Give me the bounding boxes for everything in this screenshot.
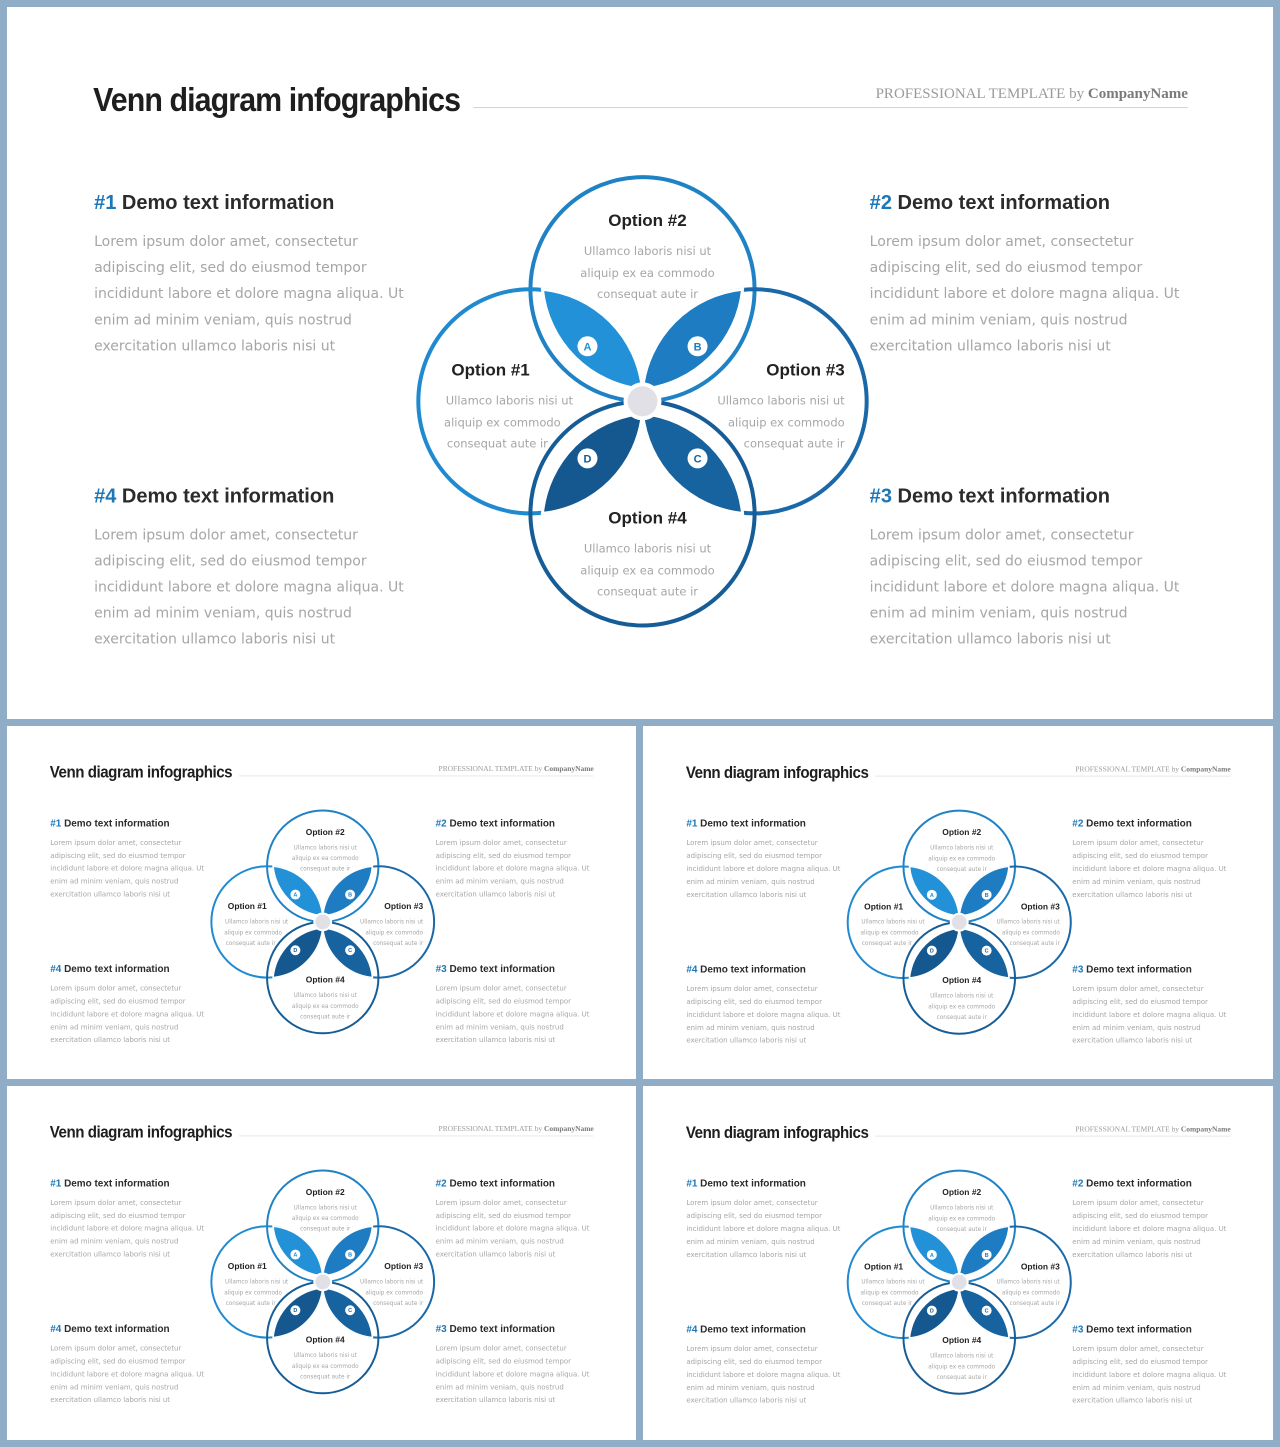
info-heading-text: Demo text information xyxy=(700,964,806,976)
info-heading xyxy=(436,1324,595,1335)
option-text: consequat aute ir xyxy=(300,866,351,873)
petal-label-a: A xyxy=(583,341,592,354)
info-heading xyxy=(94,485,414,508)
template-subtitle xyxy=(1075,765,1230,773)
info-heading-text: Demo text information xyxy=(121,192,335,215)
info-number: #2 xyxy=(435,1177,447,1189)
info-heading xyxy=(686,1324,845,1335)
venn-diagram xyxy=(842,1166,1076,1400)
option-text: consequat aute ir xyxy=(596,584,699,599)
option-title: Option #4 xyxy=(608,508,687,528)
option-text: aliquip ex ea commodo xyxy=(291,1003,359,1010)
option-text: Ullamco laboris nisi ut xyxy=(930,993,994,1000)
info-heading xyxy=(686,1178,845,1189)
info-number: #1 xyxy=(686,818,698,830)
subtitle-prefix: PROFESSIONAL TEMPLATE by xyxy=(875,86,1085,103)
option-title: Option #4 xyxy=(942,974,982,985)
info-number: #3 xyxy=(435,1323,447,1335)
option-text: aliquip ex commodo xyxy=(224,930,283,937)
info-block-4 xyxy=(50,964,209,1047)
info-heading-text: Demo text information xyxy=(64,817,170,829)
info-body: Lorem ipsum dolor amet, consectetur adipiscing elit, sed do eiusmod tempor incididunt labore et dolore magna aliqua. Ut enim ad minim veniam, quis nostrud exercitation ullamco laboris nisi ut xyxy=(94,527,404,648)
info-number: #4 xyxy=(686,964,698,976)
info-block-1 xyxy=(50,1178,209,1261)
petal-label-a: A xyxy=(293,892,298,899)
info-heading-text: Demo text information xyxy=(700,1178,806,1190)
info-number: #2 xyxy=(869,192,892,215)
venn-diagram xyxy=(206,806,440,1040)
slide-thumbnail-2[interactable] xyxy=(643,726,1273,1079)
info-block-4 xyxy=(94,485,414,652)
info-heading xyxy=(686,964,845,975)
info-block-2 xyxy=(1072,818,1231,901)
slide-content xyxy=(7,1086,636,1440)
info-body: Lorem ipsum dolor amet, consectetur adipiscing elit, sed do eiusmod tempor incididunt labore et dolore magna aliqua. Ut enim ad minim veniam, quis nostrud exercitation ullamco laboris nisi ut xyxy=(94,234,404,355)
info-block-4 xyxy=(686,1324,845,1407)
option-text: Ullamco laboris nisi ut xyxy=(583,541,712,556)
info-number: #3 xyxy=(435,963,447,975)
info-heading-text: Demo text information xyxy=(449,963,555,975)
info-heading xyxy=(686,818,845,829)
option-text: aliquip ex ea commodo xyxy=(928,856,996,863)
petal-label-d: D xyxy=(293,948,298,955)
center-dot xyxy=(952,915,967,930)
info-body: Lorem ipsum dolor amet, consectetur adipiscing elit, sed do eiusmod tempor incididunt labore et dolore magna aliqua. Ut enim ad minim veniam, quis nostrud exercitation ullamco laboris nisi ut xyxy=(869,527,1180,648)
petal-label-a: A xyxy=(929,892,934,899)
info-number: #3 xyxy=(1072,1324,1084,1336)
info-body: Lorem ipsum dolor amet, consectetur adipiscing elit, sed do eiusmod tempor incididunt labore et dolore magna aliqua. Ut enim ad minim veniam, quis nostrud exercitation ullamco laboris nisi ut xyxy=(869,234,1180,355)
petal-label-d: D xyxy=(293,1308,298,1315)
venn-svg xyxy=(842,1166,1076,1400)
option-title: Option #4 xyxy=(305,1334,345,1345)
info-body: Lorem ipsum dolor amet, consectetur adipiscing elit, sed do eiusmod tempor incididunt labore et dolore magna aliqua. Ut enim ad minim veniam, quis nostrud exercitation ullamco laboris nisi ut xyxy=(686,839,841,899)
info-heading-text: Demo text information xyxy=(449,1177,555,1189)
center-dot xyxy=(952,1275,967,1290)
slide-thumbnail-3[interactable] xyxy=(7,1086,636,1440)
center-dot xyxy=(315,1274,330,1289)
info-body: Lorem ipsum dolor amet, consectetur adipiscing elit, sed do eiusmod tempor incididunt labore et dolore magna aliqua. Ut enim ad minim veniam, quis nostrud exercitation ullamco laboris nisi ut xyxy=(1072,984,1227,1045)
info-number: #4 xyxy=(50,1323,62,1335)
info-heading xyxy=(50,1324,209,1335)
info-number: #1 xyxy=(94,192,117,215)
company-name: CompanyName xyxy=(544,1125,594,1134)
option-text: aliquip ex ea commodo xyxy=(291,1216,359,1223)
subtitle-prefix: PROFESSIONAL TEMPLATE by xyxy=(438,1125,543,1134)
info-number: #2 xyxy=(1072,1178,1084,1190)
option-text: Ullamco laboris nisi ut xyxy=(445,393,574,408)
company-name: CompanyName xyxy=(1180,1125,1231,1134)
page-title: Venn diagram infographics xyxy=(685,762,869,782)
slide-content xyxy=(643,726,1273,1079)
info-heading xyxy=(1072,1324,1231,1335)
option-text: aliquip ex ea commodo xyxy=(580,563,715,578)
info-number: #4 xyxy=(94,485,117,508)
petal-label-d: D xyxy=(583,453,592,466)
option-title: Option #2 xyxy=(942,1187,982,1198)
info-heading-text: Demo text information xyxy=(449,1323,555,1335)
option-text: Ullamco laboris nisi ut xyxy=(861,919,925,926)
venn-diagram xyxy=(842,806,1076,1040)
info-block-3 xyxy=(1072,1324,1231,1407)
info-heading-text: Demo text information xyxy=(121,485,335,508)
info-block-1 xyxy=(94,192,414,359)
info-heading-text: Demo text information xyxy=(1086,964,1192,976)
petal-label-c: C xyxy=(348,1308,353,1315)
petal-label-d: D xyxy=(929,1308,934,1315)
option-text: Ullamco laboris nisi ut xyxy=(583,244,712,259)
company-name: CompanyName xyxy=(1087,86,1188,103)
company-name: CompanyName xyxy=(544,765,594,774)
option-text: consequat aute ir xyxy=(300,1014,351,1021)
info-heading xyxy=(94,192,414,215)
info-block-4 xyxy=(50,1324,209,1407)
page-title: Venn diagram infographics xyxy=(93,81,461,119)
info-heading xyxy=(436,964,595,975)
option-text: consequat aute ir xyxy=(373,940,424,947)
option-text: Ullamco laboris nisi ut xyxy=(293,1352,357,1359)
info-heading-text: Demo text information xyxy=(64,1177,170,1189)
venn-diagram xyxy=(407,167,877,637)
option-text: aliquip ex ea commodo xyxy=(291,856,359,863)
petal-label-c: C xyxy=(984,948,989,955)
option-text: consequat aute ir xyxy=(1009,941,1060,948)
info-body: Lorem ipsum dolor amet, consectetur adipiscing elit, sed do eiusmod tempor incididunt labore et dolore magna aliqua. Ut enim ad minim veniam, quis nostrud exercitation ullamco laboris nisi ut xyxy=(435,1198,590,1259)
option-text: consequat aute ir xyxy=(225,940,276,947)
info-heading xyxy=(1072,1178,1231,1189)
venn-svg xyxy=(407,167,877,637)
option-text: Ullamco laboris nisi ut xyxy=(861,1279,925,1286)
petal-label-a: A xyxy=(929,1252,934,1259)
info-body: Lorem ipsum dolor amet, consectetur adipiscing elit, sed do eiusmod tempor incididunt labore et dolore magna aliqua. Ut enim ad minim veniam, quis nostrud exercitation ullamco laboris nisi ut xyxy=(50,1198,205,1259)
info-heading xyxy=(1072,818,1231,829)
info-body: Lorem ipsum dolor amet, consectetur adipiscing elit, sed do eiusmod tempor incididunt labore et dolore magna aliqua. Ut enim ad minim veniam, quis nostrud exercitation ullamco laboris nisi ut xyxy=(50,838,205,899)
info-block-2 xyxy=(1072,1178,1231,1261)
petal-label-b: B xyxy=(693,341,702,354)
info-heading-text: Demo text information xyxy=(897,485,1110,508)
option-text: aliquip ex ea commodo xyxy=(580,266,715,281)
info-block-1 xyxy=(686,1178,845,1261)
petal-label-b: B xyxy=(984,1252,989,1259)
info-heading-text: Demo text information xyxy=(64,963,170,975)
info-body: Lorem ipsum dolor amet, consectetur adipiscing elit, sed do eiusmod tempor incididunt labore et dolore magna aliqua. Ut enim ad minim veniam, quis nostrud exercitation ullamco laboris nisi ut xyxy=(686,1344,841,1405)
info-block-1 xyxy=(686,818,845,901)
info-number: #2 xyxy=(1072,818,1084,830)
info-heading-text: Demo text information xyxy=(897,192,1110,215)
info-block-2 xyxy=(436,1178,595,1261)
venn-svg xyxy=(206,806,440,1040)
option-text: aliquip ex commodo xyxy=(728,415,845,430)
option-text: consequat aute ir xyxy=(1009,1301,1060,1308)
option-text: Ullamco laboris nisi ut xyxy=(225,919,289,926)
option-text: consequat aute ir xyxy=(936,866,987,873)
info-heading xyxy=(1072,964,1231,975)
option-title: Option #1 xyxy=(227,1260,267,1271)
petal-label-d: D xyxy=(929,948,934,955)
petal-label-b: B xyxy=(348,892,353,899)
petal-label-a: A xyxy=(293,1252,298,1259)
option-text: Ullamco laboris nisi ut xyxy=(996,919,1060,926)
info-heading xyxy=(436,818,595,829)
template-subtitle xyxy=(439,765,594,773)
subtitle-prefix: PROFESSIONAL TEMPLATE by xyxy=(438,765,543,774)
option-text: aliquip ex commodo xyxy=(365,1290,424,1297)
option-text: Ullamco laboris nisi ut xyxy=(293,992,357,999)
info-block-3 xyxy=(870,485,1190,652)
info-body: Lorem ipsum dolor amet, consectetur adipiscing elit, sed do eiusmod tempor incididunt labore et dolore magna aliqua. Ut enim ad minim veniam, quis nostrud exercitation ullamco laboris nisi ut xyxy=(1072,839,1227,899)
info-block-2 xyxy=(870,192,1190,359)
info-block-4 xyxy=(686,964,845,1047)
option-title: Option #4 xyxy=(305,974,345,985)
info-heading-text: Demo text information xyxy=(1086,818,1192,830)
option-title: Option #4 xyxy=(942,1334,982,1345)
subtitle-prefix: PROFESSIONAL TEMPLATE by xyxy=(1075,765,1179,774)
petal-label-c: C xyxy=(984,1308,989,1315)
option-text: consequat aute ir xyxy=(936,1226,987,1233)
subtitle-prefix: PROFESSIONAL TEMPLATE by xyxy=(1075,1125,1179,1134)
slide-thumbnail-1[interactable] xyxy=(7,726,636,1079)
option-title: Option #3 xyxy=(384,1260,424,1271)
center-dot xyxy=(315,914,330,929)
option-text: aliquip ex commodo xyxy=(1001,1290,1060,1297)
option-title: Option #1 xyxy=(864,1261,904,1272)
info-block-1 xyxy=(50,818,209,901)
info-number: #1 xyxy=(50,1177,62,1189)
info-body: Lorem ipsum dolor amet, consectetur adipiscing elit, sed do eiusmod tempor incididunt labore et dolore magna aliqua. Ut enim ad minim veniam, quis nostrud exercitation ullamco laboris nisi ut xyxy=(435,1344,590,1405)
info-heading xyxy=(870,485,1190,508)
info-number: #1 xyxy=(50,817,62,829)
option-text: aliquip ex commodo xyxy=(365,930,424,937)
info-body: Lorem ipsum dolor amet, consectetur adipiscing elit, sed do eiusmod tempor incididunt labore et dolore magna aliqua. Ut enim ad minim veniam, quis nostrud exercitation ullamco laboris nisi ut xyxy=(1072,1344,1227,1405)
option-text: Ullamco laboris nisi ut xyxy=(930,1205,994,1212)
info-number: #3 xyxy=(869,485,892,508)
option-title: Option #3 xyxy=(384,900,424,911)
company-name: CompanyName xyxy=(1180,765,1231,774)
option-text: Ullamco laboris nisi ut xyxy=(360,1279,424,1286)
option-text: aliquip ex ea commodo xyxy=(291,1363,359,1370)
slide-thumbnail-4[interactable] xyxy=(643,1086,1273,1440)
info-heading-text: Demo text information xyxy=(1086,1324,1192,1336)
option-text: aliquip ex commodo xyxy=(1001,930,1060,937)
info-number: #3 xyxy=(1072,964,1084,976)
option-text: consequat aute ir xyxy=(225,1300,276,1307)
info-heading-text: Demo text information xyxy=(700,818,806,830)
option-text: consequat aute ir xyxy=(446,436,548,451)
page-title: Venn diagram infographics xyxy=(685,1122,869,1142)
option-text: consequat aute ir xyxy=(936,1014,987,1021)
option-text: Ullamco laboris nisi ut xyxy=(293,1205,357,1212)
info-body: Lorem ipsum dolor amet, consectetur adipiscing elit, sed do eiusmod tempor incididunt labore et dolore magna aliqua. Ut enim ad minim veniam, quis nostrud exercitation ullamco laboris nisi ut xyxy=(435,984,590,1045)
info-body: Lorem ipsum dolor amet, consectetur adipiscing elit, sed do eiusmod tempor incididunt labore et dolore magna aliqua. Ut enim ad minim veniam, quis nostrud exercitation ullamco laboris nisi ut xyxy=(435,838,590,899)
option-title: Option #2 xyxy=(608,211,687,231)
petal-label-c: C xyxy=(693,453,702,466)
option-text: aliquip ex ea commodo xyxy=(928,1004,996,1011)
option-title: Option #2 xyxy=(305,1186,345,1197)
info-heading xyxy=(870,192,1190,215)
petal-label-b: B xyxy=(984,892,989,899)
option-text: consequat aute ir xyxy=(861,1301,913,1308)
venn-svg xyxy=(206,1166,440,1400)
option-text: consequat aute ir xyxy=(373,1300,424,1307)
info-body: Lorem ipsum dolor amet, consectetur adipiscing elit, sed do eiusmod tempor incididunt labore et dolore magna aliqua. Ut enim ad minim veniam, quis nostrud exercitation ullamco laboris nisi ut xyxy=(50,1344,205,1405)
option-text: Ullamco laboris nisi ut xyxy=(930,1353,994,1360)
info-block-3 xyxy=(436,1324,595,1407)
info-heading xyxy=(50,818,209,829)
petal-label-b: B xyxy=(348,1252,353,1259)
page-title: Venn diagram infographics xyxy=(49,1122,233,1142)
info-heading xyxy=(436,1178,595,1189)
template-subtitle xyxy=(876,86,1188,103)
info-heading-text: Demo text information xyxy=(700,1324,806,1336)
option-title: Option #1 xyxy=(451,360,530,380)
info-number: #4 xyxy=(686,1324,698,1336)
option-text: aliquip ex ea commodo xyxy=(928,1364,996,1371)
info-heading xyxy=(50,1178,209,1189)
option-title: Option #2 xyxy=(305,826,345,837)
option-text: aliquip ex commodo xyxy=(224,1290,283,1297)
info-body: Lorem ipsum dolor amet, consectetur adipiscing elit, sed do eiusmod tempor incididunt labore et dolore magna aliqua. Ut enim ad minim veniam, quis nostrud exercitation ullamco laboris nisi ut xyxy=(50,984,205,1045)
option-text: Ullamco laboris nisi ut xyxy=(293,845,357,852)
info-number: #1 xyxy=(686,1178,698,1190)
option-title: Option #3 xyxy=(1020,1261,1060,1272)
title-divider xyxy=(473,107,1188,108)
option-text: consequat aute ir xyxy=(300,1374,351,1381)
slide-content xyxy=(7,7,1273,719)
option-text: aliquip ex commodo xyxy=(444,415,561,430)
option-text: aliquip ex commodo xyxy=(860,1290,919,1297)
center-dot xyxy=(627,386,657,416)
option-text: aliquip ex commodo xyxy=(860,930,919,937)
slide-content xyxy=(643,1086,1273,1440)
info-body: Lorem ipsum dolor amet, consectetur adipiscing elit, sed do eiusmod tempor incididunt labore et dolore magna aliqua. Ut enim ad minim veniam, quis nostrud exercitation ullamco laboris nisi ut xyxy=(686,984,841,1045)
option-text: Ullamco laboris nisi ut xyxy=(360,919,424,926)
template-subtitle xyxy=(439,1125,594,1133)
option-text: aliquip ex ea commodo xyxy=(928,1216,996,1223)
option-text: consequat aute ir xyxy=(596,287,699,302)
option-title: Option #3 xyxy=(1020,901,1060,912)
info-number: #4 xyxy=(50,963,62,975)
template-subtitle xyxy=(1075,1125,1230,1133)
option-title: Option #1 xyxy=(864,901,904,912)
option-text: consequat aute ir xyxy=(300,1226,351,1233)
option-title: Option #2 xyxy=(942,827,982,838)
option-text: Ullamco laboris nisi ut xyxy=(717,393,845,408)
info-heading-text: Demo text information xyxy=(449,817,555,829)
info-block-2 xyxy=(436,818,595,901)
info-body: Lorem ipsum dolor amet, consectetur adipiscing elit, sed do eiusmod tempor incididunt labore et dolore magna aliqua. Ut enim ad minim veniam, quis nostrud exercitation ullamco laboris nisi ut xyxy=(686,1199,841,1259)
option-text: Ullamco laboris nisi ut xyxy=(996,1279,1060,1286)
option-text: consequat aute ir xyxy=(861,941,913,948)
venn-diagram xyxy=(206,1166,440,1400)
option-text: Ullamco laboris nisi ut xyxy=(225,1279,289,1286)
slide-content xyxy=(7,726,636,1079)
info-block-3 xyxy=(436,964,595,1047)
option-text: Ullamco laboris nisi ut xyxy=(930,845,994,852)
info-number: #2 xyxy=(435,817,447,829)
venn-svg xyxy=(842,806,1076,1040)
option-title: Option #1 xyxy=(227,900,267,911)
option-title: Option #3 xyxy=(766,360,845,380)
page-title: Venn diagram infographics xyxy=(49,762,233,782)
slide-main[interactable] xyxy=(7,7,1273,719)
info-heading-text: Demo text information xyxy=(64,1323,170,1335)
option-text: consequat aute ir xyxy=(743,436,845,451)
info-body: Lorem ipsum dolor amet, consectetur adipiscing elit, sed do eiusmod tempor incididunt labore et dolore magna aliqua. Ut enim ad minim veniam, quis nostrud exercitation ullamco laboris nisi ut xyxy=(1072,1199,1227,1259)
option-text: consequat aute ir xyxy=(936,1374,987,1381)
info-block-3 xyxy=(1072,964,1231,1047)
info-heading xyxy=(50,964,209,975)
info-heading-text: Demo text information xyxy=(1086,1178,1192,1190)
petal-label-c: C xyxy=(348,948,353,955)
